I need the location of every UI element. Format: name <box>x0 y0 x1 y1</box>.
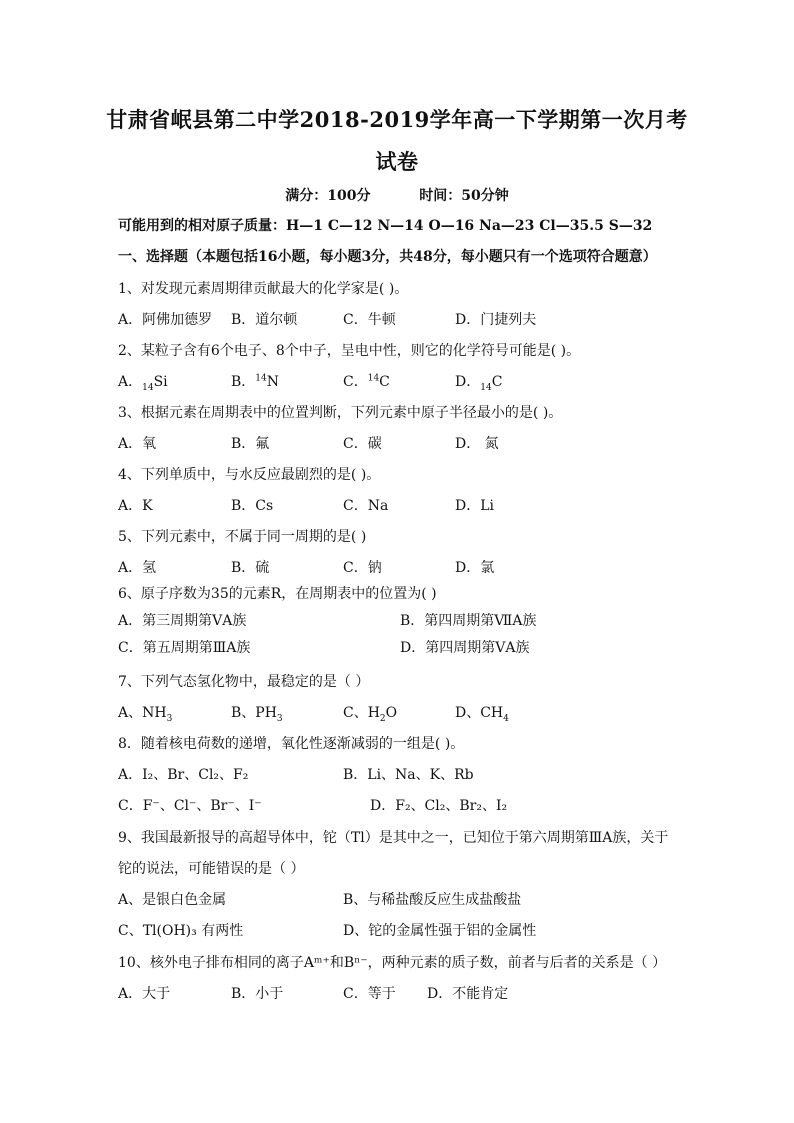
q3-option-d: D． 氮 <box>455 436 499 452</box>
q4-option-b: B．Cs <box>231 498 274 514</box>
q5-option-d: D．氯 <box>455 560 495 576</box>
q8-option-c: C．F⁻、Cl⁻、Br⁻、I⁻ <box>118 798 262 814</box>
q4-option-a: A．K <box>118 498 153 514</box>
q3-option-a: A．氧 <box>118 436 157 452</box>
q3-option-c: C．碳 <box>343 436 382 452</box>
q6-option-b: B．第四周期第ⅦA族 <box>400 613 537 629</box>
exam-meta <box>0 185 794 205</box>
question-4-stem: 4、下列单质中，与水反应最剧烈的是( )。 <box>118 467 381 483</box>
q2-option-a: A．$_{14}$Si <box>118 374 168 393</box>
q9-option-b: B、与稀盐酸反应生成盐酸盐 <box>343 892 522 908</box>
q1-option-c: C．牛顿 <box>343 312 396 328</box>
q10-option-b: B．小于 <box>231 986 284 1002</box>
section-heading: 一、选择题（本题包括16小题，每小题3分，共48分，每小题只有一个选项符合题意） <box>118 249 657 265</box>
atomic-mass-note: 可能用到的相对原子质量：H—1 C—12 N—14 O—16 Na—23 Cl—35.5 S—32 <box>118 218 653 234</box>
q3-option-b: B．氟 <box>231 436 270 452</box>
q10-option-c: C．等于 <box>343 986 396 1002</box>
q4-option-c: C．Na <box>343 498 389 514</box>
q2-option-b: B．$^{14}$N <box>231 373 279 390</box>
full-score: 满分：100分 <box>285 188 371 204</box>
q2-option-c: C．$^{14}$C <box>343 373 390 390</box>
q9-option-a: A、是银白色金属 <box>118 892 227 908</box>
q1-option-a: A．阿佛加德罗 <box>118 312 213 328</box>
q7-option-a: A、$NH_3$ <box>118 705 173 724</box>
question-9-stem-line1: 9、我国最新报导的高超导体中，铊（Tl）是其中之一，已知位于第六周期第ⅢA族，关于 <box>118 830 669 846</box>
exam-title-line1: 甘肃省岷县第二中学2018-2019学年高一下学期第一次月考 <box>106 107 688 132</box>
q10-option-d: D．不能肯定 <box>427 986 509 1002</box>
q5-option-c: C．钠 <box>343 560 382 576</box>
question-9-stem-line2: 铊的说法，可能错误的是（ ） <box>118 861 305 877</box>
question-3-stem: 3、根据元素在周期表中的位置判断，下列元素中原子半径最小的是( )。 <box>118 405 563 421</box>
question-1-stem: 1、对发现元素周期律贡献最大的化学家是( )。 <box>118 281 409 297</box>
question-2-stem: 2、某粒子含有6个电子、8个中子，呈电中性，则它的化学符号可能是( )。 <box>118 343 581 359</box>
question-5-stem: 5、下列元素中，不属于同一周期的是( ) <box>118 529 367 545</box>
q9-option-c: C、Tl(OH)₃ 有两性 <box>118 923 244 939</box>
q8-option-d: D．F₂、Cl₂、Br₂、I₂ <box>370 798 508 814</box>
q8-option-b: B．Li、Na、K、Rb <box>343 767 474 783</box>
exam-title-line2: 试卷 <box>375 149 419 174</box>
q7-option-b: B、$PH_3$ <box>231 705 283 724</box>
q8-option-a: A．I₂、Br、Cl₂、F₂ <box>118 767 249 783</box>
q10-option-a: A．大于 <box>118 986 171 1002</box>
q2-option-d: D．$_{14}$C <box>455 374 503 393</box>
q6-option-a: A．第三周期第ⅤA族 <box>118 613 247 629</box>
question-7-stem: 7、下列气态氢化物中，最稳定的是（ ） <box>118 674 370 690</box>
q5-option-b: B．硫 <box>231 560 270 576</box>
q6-option-c: C．第五周期第ⅢA族 <box>118 640 251 656</box>
question-6-stem: 6、原子序数为35的元素R，在周期表中的位置为( ) <box>118 586 437 602</box>
q4-option-d: D．Li <box>455 498 494 514</box>
q7-option-c: C、$H_2O$ <box>343 705 398 724</box>
time-limit: 时间：50分钟 <box>419 188 509 204</box>
q5-option-a: A．氢 <box>118 560 157 576</box>
q1-option-b: B．道尔顿 <box>231 312 298 328</box>
q1-option-d: D．门捷列夫 <box>455 312 537 328</box>
q7-option-d: D、$CH_4$ <box>455 705 509 724</box>
q9-option-d: D、铊的金属性强于铝的金属性 <box>343 923 537 939</box>
question-10-stem: 10、核外电子排布相同的离子Aᵐ⁺和Bⁿ⁻，两种元素的质子数，前者与后者的关系是（ ） <box>118 955 667 971</box>
question-8-stem: 8．随着核电荷数的递增，氧化性逐渐减弱的一组是( )。 <box>118 736 465 752</box>
q6-option-d: D．第四周期第ⅤA族 <box>400 640 530 656</box>
